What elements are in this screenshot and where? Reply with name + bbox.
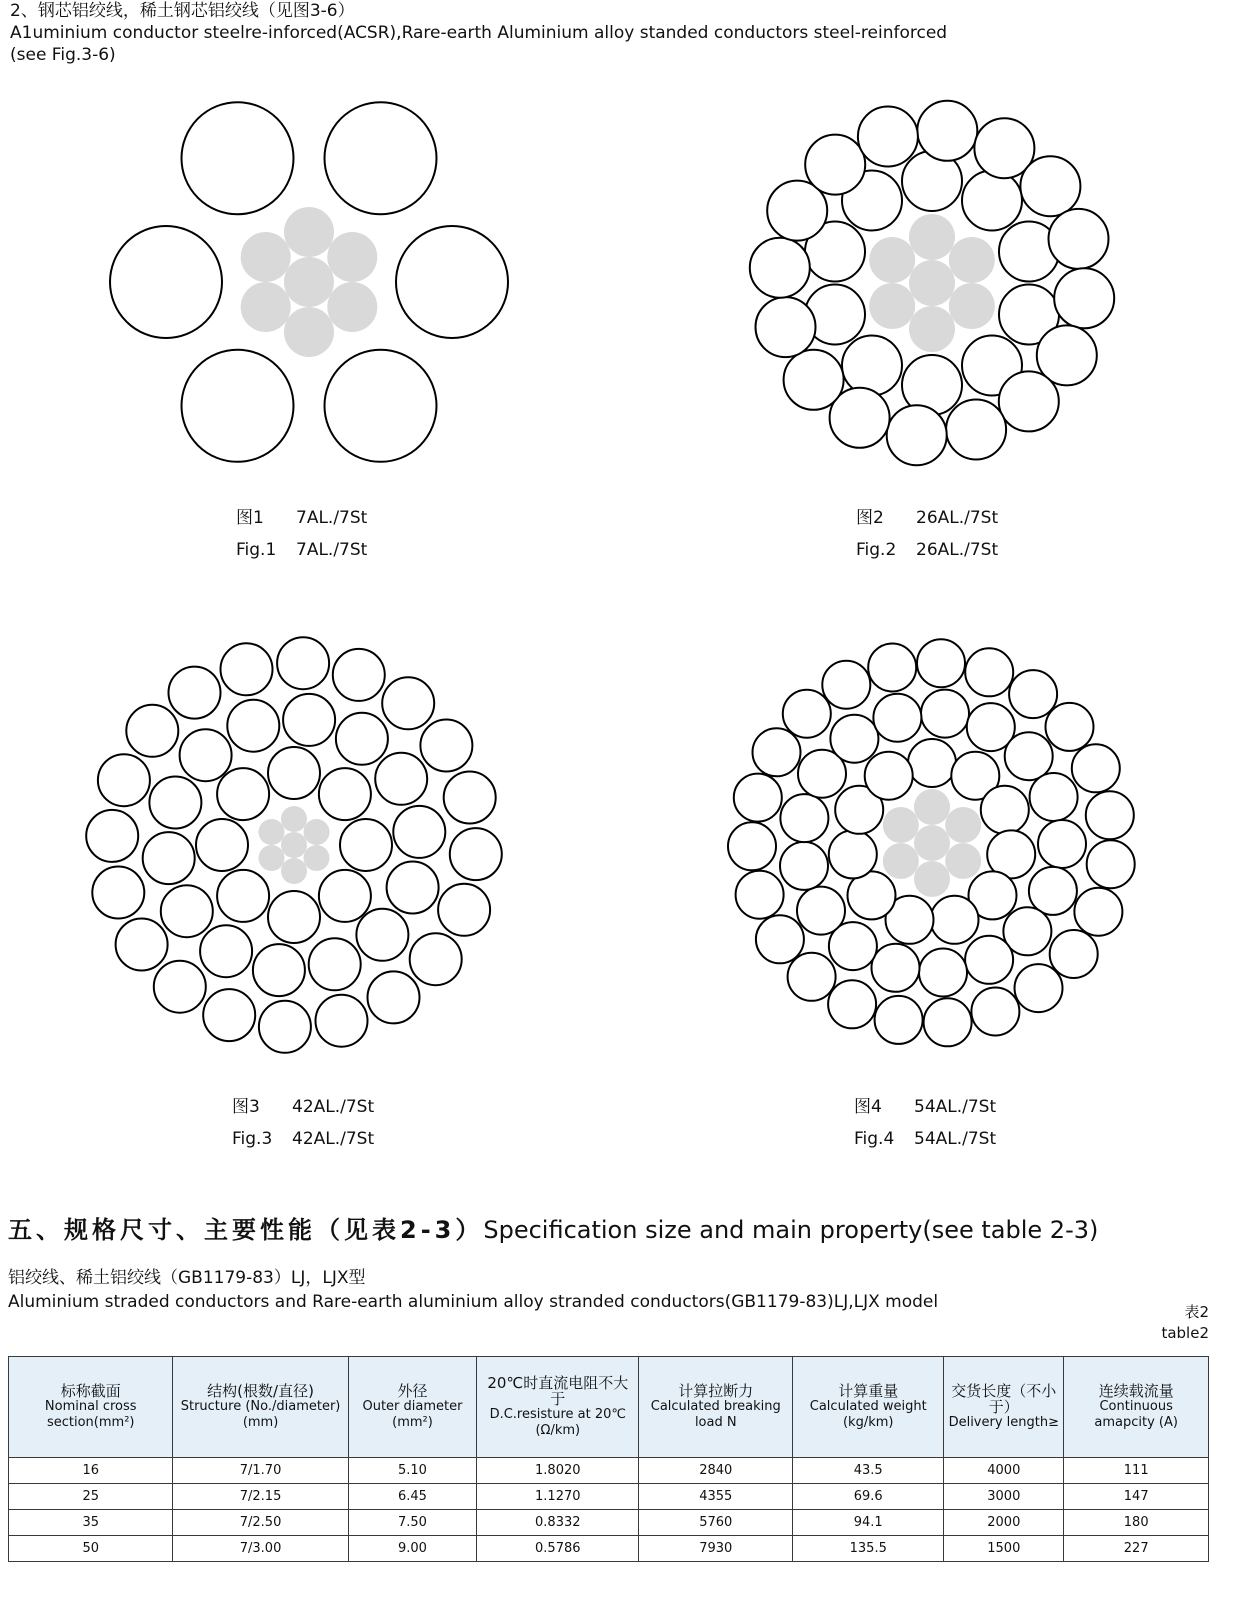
aluminium-wire [1054, 268, 1114, 328]
table-cell: 25 [9, 1484, 173, 1510]
aluminium-wire [924, 998, 972, 1046]
aluminium-wire [1072, 744, 1120, 792]
aluminium-wire [200, 925, 252, 977]
section-title-cn: 五、规格尺寸、主要性能（见表2-3） [8, 1216, 484, 1244]
aluminium-wire [1046, 703, 1094, 751]
figure-3-spec-cn: 42AL./7St [292, 1097, 375, 1117]
table-cell: 7930 [639, 1536, 793, 1562]
aluminium-wire [356, 909, 408, 961]
table-label-en: table2 [1161, 1324, 1209, 1342]
steel-wire [327, 282, 377, 332]
aluminium-wire [756, 915, 804, 963]
aluminium-wire [169, 667, 221, 719]
aluminium-wire [438, 884, 490, 936]
table-cell: 7/2.15 [173, 1484, 348, 1510]
figure-3-spec-en: 42AL./7St [292, 1129, 375, 1149]
aluminium-wire [410, 933, 462, 985]
steel-wire [304, 819, 330, 845]
steel-wire [327, 232, 377, 282]
steel-wire [914, 825, 950, 861]
aluminium-wire [753, 728, 801, 776]
aluminium-wire [783, 690, 831, 738]
table-cell: 4355 [639, 1484, 793, 1510]
aluminium-wire [325, 350, 437, 462]
aluminium-wire [965, 936, 1013, 984]
steel-wire [241, 282, 291, 332]
aluminium-wire [917, 101, 977, 161]
aluminium-wire [319, 768, 371, 820]
header-breaking-load: 计算拉断力 Calculated breaking load N [639, 1357, 793, 1458]
steel-wire [909, 260, 955, 306]
aluminium-wire [887, 405, 947, 465]
specification-table [8, 1356, 1209, 1562]
aluminium-wire [872, 944, 920, 992]
header-nominal-cross-section: 标称截面 Nominal cross section(mm²) [9, 1357, 173, 1458]
figure-3-label-en: Fig.3 [232, 1129, 273, 1149]
aluminium-wire [780, 842, 828, 890]
aluminium-wire [756, 297, 816, 357]
aluminium-wire [828, 980, 876, 1028]
table-cell: 1.1270 [477, 1484, 639, 1510]
aluminium-wire [149, 777, 201, 829]
aluminium-wire [180, 729, 232, 781]
table-cell: 7/2.50 [173, 1510, 348, 1536]
steel-wire [281, 806, 307, 832]
aluminium-wire [780, 794, 828, 842]
figure-3-caption [232, 1091, 374, 1155]
steel-wire [259, 819, 285, 845]
table-cell: 1500 [944, 1536, 1064, 1562]
aluminium-wire [259, 1001, 311, 1053]
steel-wire [281, 858, 307, 884]
table-label-cn: 表2 [1184, 1303, 1209, 1321]
aluminium-wire [1074, 888, 1122, 936]
header-continuous-ampacity: 连续载流量 Continuous amapcity (A) [1064, 1357, 1209, 1458]
aluminium-wire [921, 690, 969, 738]
steel-wire [949, 283, 995, 329]
figure-2-caption [856, 502, 998, 566]
table-cell: 43.5 [793, 1458, 944, 1484]
aluminium-wire [784, 350, 844, 410]
aluminium-wire [368, 971, 420, 1023]
aluminium-wire [444, 772, 496, 824]
figure-4-label-en: Fig.4 [854, 1129, 895, 1149]
aluminium-wire [868, 644, 916, 692]
table-cell: 0.8332 [477, 1510, 639, 1536]
steel-wire [883, 843, 919, 879]
figure-4-spec-cn: 54AL./7St [914, 1097, 997, 1117]
figure-3-label-cn: 图3 [232, 1097, 260, 1117]
aluminium-wire [946, 400, 1006, 460]
aluminium-wire [1009, 670, 1057, 718]
section-subtitle [8, 1266, 938, 1314]
aluminium-wire [268, 891, 320, 943]
table-cell: 4000 [944, 1458, 1064, 1484]
aluminium-wire [908, 739, 956, 787]
aluminium-wire [1015, 964, 1063, 1012]
aluminium-wire [283, 694, 335, 746]
aluminium-wire [253, 944, 305, 996]
aluminium-wire [873, 694, 921, 742]
table-cell: 7/3.00 [173, 1536, 348, 1562]
aluminium-wire [797, 887, 845, 935]
aluminium-wire [805, 135, 865, 195]
section-title-en: Specification size and main property(see table 2-3) [483, 1216, 1099, 1244]
aluminium-wire [143, 832, 195, 884]
header-calculated-weight: 计算重量 Calculated weight (kg/km) [793, 1357, 944, 1458]
figure-2-spec-en: 26AL./7St [916, 540, 999, 560]
figure-1-label-cn: 图1 [236, 508, 264, 528]
steel-wire [949, 237, 995, 283]
aluminium-wire [336, 713, 388, 765]
steel-wire [304, 845, 330, 871]
aluminium-wire [1087, 840, 1135, 888]
table-cell: 69.6 [793, 1484, 944, 1510]
steel-wire [945, 843, 981, 879]
aluminium-wire [98, 754, 150, 806]
aluminium-wire [319, 870, 371, 922]
figure-1-label-en: Fig.1 [236, 540, 277, 560]
aluminium-wire [999, 371, 1059, 431]
table-cell: 6.45 [348, 1484, 477, 1510]
aluminium-wire [788, 953, 836, 1001]
aluminium-wire [396, 226, 508, 338]
table-cell: 227 [1064, 1536, 1209, 1562]
aluminium-wire [981, 786, 1029, 834]
aluminium-wire [917, 639, 965, 687]
aluminium-wire [203, 989, 255, 1041]
aluminium-wire [116, 919, 168, 971]
header-title-cn: 2、钢芯铝绞线，稀土钢芯铝绞线（见图3-6） [10, 1, 355, 21]
aluminium-wire [110, 226, 222, 338]
table-cell: 0.5786 [477, 1536, 639, 1562]
aluminium-wire [420, 720, 472, 772]
aluminium-wire [1005, 732, 1053, 780]
aluminium-wire [333, 649, 385, 701]
header-title-en-2: (see Fig.3-6) [10, 45, 116, 65]
aluminium-wire [865, 752, 913, 800]
aluminium-wire [325, 102, 437, 214]
table-cell: 16 [9, 1458, 173, 1484]
steel-wire [259, 845, 285, 871]
header-title-en: A1uminium conductor steelre-inforced(ACSR),Rare-earth Aluminium alloy standed conductors steel-reinforced [10, 23, 948, 43]
aluminium-wire [154, 961, 206, 1013]
aluminium-wire [822, 661, 870, 709]
steel-wire [869, 283, 915, 329]
table-cell: 7/1.70 [173, 1458, 348, 1484]
aluminium-wire [750, 238, 810, 298]
figure-4-label-cn: 图4 [854, 1097, 882, 1117]
table-cell: 94.1 [793, 1510, 944, 1536]
aluminium-wire [1050, 930, 1098, 978]
table-header-row [9, 1357, 1209, 1458]
figure-1-caption [236, 502, 367, 566]
aluminium-wire [931, 896, 979, 944]
table-label [1161, 1302, 1209, 1344]
table-row [9, 1484, 1209, 1510]
figure-2-label-cn: 图2 [856, 508, 884, 528]
aluminium-wire [375, 753, 427, 805]
aluminium-wire [1030, 773, 1078, 821]
section-title [8, 1210, 1098, 1245]
table-cell: 7.50 [348, 1510, 477, 1536]
aluminium-wire [965, 648, 1013, 696]
aluminium-wire [1049, 209, 1109, 269]
table-cell: 2000 [944, 1510, 1064, 1536]
aluminium-wire [387, 862, 439, 914]
header-structure: 结构(根数/直径) Structure (No./diameter)(mm) [173, 1357, 348, 1458]
figure-4-spec-en: 54AL./7St [914, 1129, 997, 1149]
table-row [9, 1510, 1209, 1536]
table-cell: 5760 [639, 1510, 793, 1536]
table-cell: 5.10 [348, 1458, 477, 1484]
aluminium-wire [217, 870, 269, 922]
section-subtitle-cn: 铝绞线、稀土铝绞线（GB1179-83）LJ，LJX型 [8, 1268, 366, 1288]
header-outer-diameter: 外径 Outer diameter (mm²) [348, 1357, 477, 1458]
steel-wire [883, 807, 919, 843]
aluminium-wire [829, 830, 877, 878]
aluminium-wire [830, 715, 878, 763]
steel-wire [241, 232, 291, 282]
aluminium-wire [126, 705, 178, 757]
table-row [9, 1458, 1209, 1484]
aluminium-wire [221, 643, 273, 695]
table-cell: 111 [1064, 1458, 1209, 1484]
figure-1-spec-cn: 7AL./7St [296, 508, 368, 528]
table-cell: 50 [9, 1536, 173, 1562]
aluminium-wire [1086, 791, 1134, 839]
aluminium-wire [736, 871, 784, 919]
aluminium-wire [227, 700, 279, 752]
table-cell: 135.5 [793, 1536, 944, 1562]
steel-wire [284, 207, 334, 257]
header-dc-resistance: 20℃时直流电阻不大于 D.C.resisture at 20℃(Ω/km) [477, 1357, 639, 1458]
aluminium-wire [196, 819, 248, 871]
aluminium-wire [734, 774, 782, 822]
aluminium-wire [842, 336, 902, 396]
figure-2-spec-cn: 26AL./7St [916, 508, 999, 528]
aluminium-wire [86, 810, 138, 862]
aluminium-wire [858, 107, 918, 167]
steel-wire [869, 237, 915, 283]
aluminium-wire [962, 171, 1022, 231]
steel-wire [909, 306, 955, 352]
aluminium-wire [182, 350, 294, 462]
aluminium-wire [92, 867, 144, 919]
aluminium-wire [182, 102, 294, 214]
aluminium-wire [382, 677, 434, 729]
table-cell: 1.8020 [477, 1458, 639, 1484]
aluminium-wire [450, 828, 502, 880]
aluminium-wire [316, 995, 368, 1047]
figure-1-spec-en: 7AL./7St [296, 540, 368, 560]
steel-wire [945, 807, 981, 843]
aluminium-wire [1029, 867, 1077, 915]
table-row [9, 1536, 1209, 1562]
figure-2-label-en: Fig.2 [856, 540, 897, 560]
aluminium-wire [875, 996, 923, 1044]
table-cell: 180 [1064, 1510, 1209, 1536]
steel-wire [914, 789, 950, 825]
aluminium-wire [161, 885, 213, 937]
aluminium-wire [1020, 156, 1080, 216]
aluminium-wire [268, 747, 320, 799]
steel-wire [284, 257, 334, 307]
aluminium-wire [340, 819, 392, 871]
steel-wire [284, 307, 334, 357]
steel-wire [914, 861, 950, 897]
aluminium-wire [919, 949, 967, 997]
aluminium-wire [728, 822, 776, 870]
aluminium-wire [277, 637, 329, 689]
aluminium-wire [1038, 820, 1086, 868]
aluminium-wire [393, 806, 445, 858]
table-cell: 147 [1064, 1484, 1209, 1510]
header-delivery-length: 交货长度（不小于） Delivery length≥ [944, 1357, 1064, 1458]
steel-wire [281, 832, 307, 858]
table-cell: 3000 [944, 1484, 1064, 1510]
steel-wire [909, 214, 955, 260]
figure-4-caption [854, 1091, 996, 1155]
table-cell: 35 [9, 1510, 173, 1536]
table-cell: 2840 [639, 1458, 793, 1484]
section-subtitle-en: Aluminium straded conductors and Rare-earth aluminium alloy stranded conductors(GB1179-83)LJ,LJX model [8, 1292, 939, 1312]
aluminium-wire [217, 768, 269, 820]
aluminium-wire [309, 938, 361, 990]
aluminium-wire [971, 988, 1019, 1036]
table-cell: 9.00 [348, 1536, 477, 1562]
